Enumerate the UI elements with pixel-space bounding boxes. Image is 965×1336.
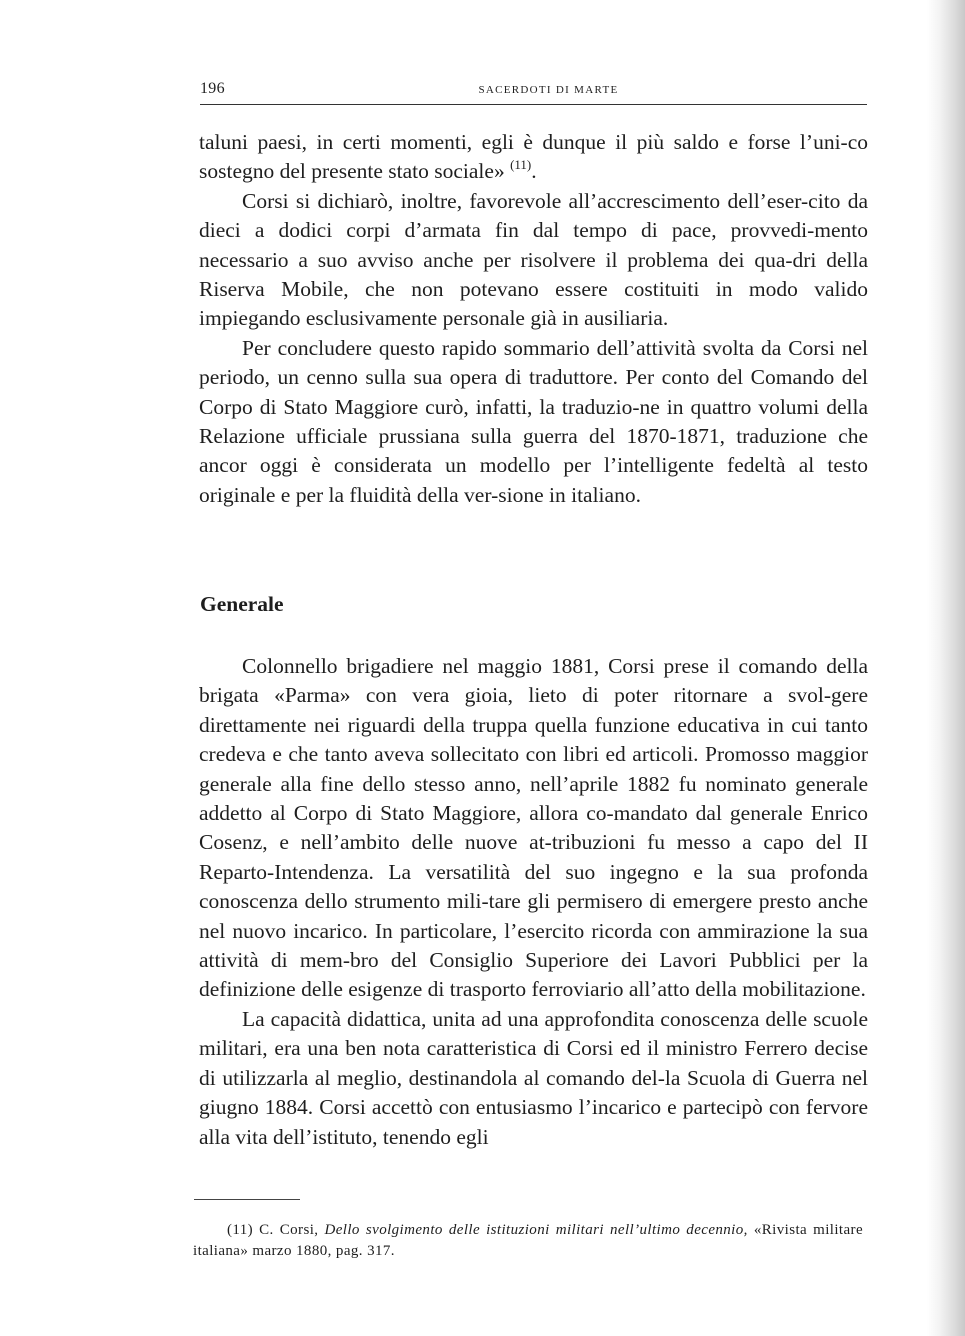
body-top-block [199, 128, 868, 510]
paragraph-army-expansion: Corsi si dichiarò, inoltre, favorevole all’accrescimento dell’eser-cito da dieci a dodici corpi d’armata fin dal tempo di pace, provvedi-mento necessario a suo avviso anche per risolvere il problema dei qua-dri della Riserva Mobile, che non potevano essere costituiti in modo valido impiegando esclusivamente personale già in ausiliaria. [199, 188, 868, 331]
paragraph-end-punct: . [531, 159, 537, 184]
footnote-rule [194, 1199, 300, 1200]
paragraph-continuation [199, 128, 868, 187]
page-header [200, 80, 867, 104]
paragraph-translation-work: Per concludere questo rapido sommario dell’attività svolta da Corsi nel periodo, un cenno sulla sua opera di traduttore. Per conto del Comando del Corpo di Stato Maggiore curò, infatti, la traduzio-ne in quattro volumi della Relazione ufficiale prussiana sulla guerra del 1870-1871, traduzione che ancor oggi è considerata un modello per l’intelligente fedeltà al testo originale e per la fluidità della ver-sione in italiano. [199, 335, 868, 507]
binding-shadow [927, 0, 965, 1336]
body-section-block [199, 652, 868, 1152]
page-number: 196 [200, 80, 225, 97]
section-heading: Generale [200, 592, 284, 616]
footnote-author: C. Corsi, [259, 1222, 319, 1238]
footnote [193, 1220, 863, 1262]
running-head: SACERDOTI DI MARTE [478, 84, 619, 96]
paragraph-parma-brigade: Colonnello brigadiere nel maggio 1881, Corsi prese il comando della brigata «Parma» con vera gioia, lieto di poter ritornare a svol-gere direttamente nei riguardi della truppa quella funzione educativa in cui tanto credeva e che tanto aveva sollecitato con libri ed articoli. Promosso maggior generale alla fine dello stesso anno, nell’aprile 1882 fu nominato generale addetto al Corpo di Stato Maggiore, allora co-mandato dal generale Enrico Cosenz, e nell’ambito delle nuove at-tribuzioni fu messo a capo del II Reparto-Intendenza. La versatilità del suo ingegno e la sua profonda conoscenza dello strumento mili-tare gli permisero di emergere presto anche nel nuovo incarico. In particolare, l’esercito ricorda con ammirazione la sua attività di mem-bro del Consiglio Superiore dei Lavori Pubblici per la definizione delle esigenze di trasporto ferroviario all’atto della mobilitazione. [199, 654, 868, 1002]
footnote-title: Dello svolgimento delle istituzioni militari nell’ultimo decennio, [324, 1222, 748, 1238]
paragraph-continuation-text: taluni paesi, in certi momenti, egli è dunque il più saldo e forse l’uni-co sostegno del presente stato sociale» [199, 130, 868, 184]
header-rule [200, 104, 867, 105]
footnote-source: «Rivista militare italiana» marzo 1880, pag. 317. [193, 1222, 863, 1259]
footnote-ref[interactable]: (11) [510, 157, 532, 173]
paragraph-war-school: La capacità didattica, unita ad una approfondita conoscenza delle scuole militari, era una ben nota caratteristica di Corsi ed il ministro Ferrero decise di utilizzarla al meglio, destinandola al comando del-la Scuola di Guerra nel giugno 1884. Corsi accettò con entusiasmo l’incarico e partecipò con fervore alla vita dell’istituto, tenendo egli [199, 1006, 868, 1149]
footnote-number: (11) [227, 1222, 254, 1238]
